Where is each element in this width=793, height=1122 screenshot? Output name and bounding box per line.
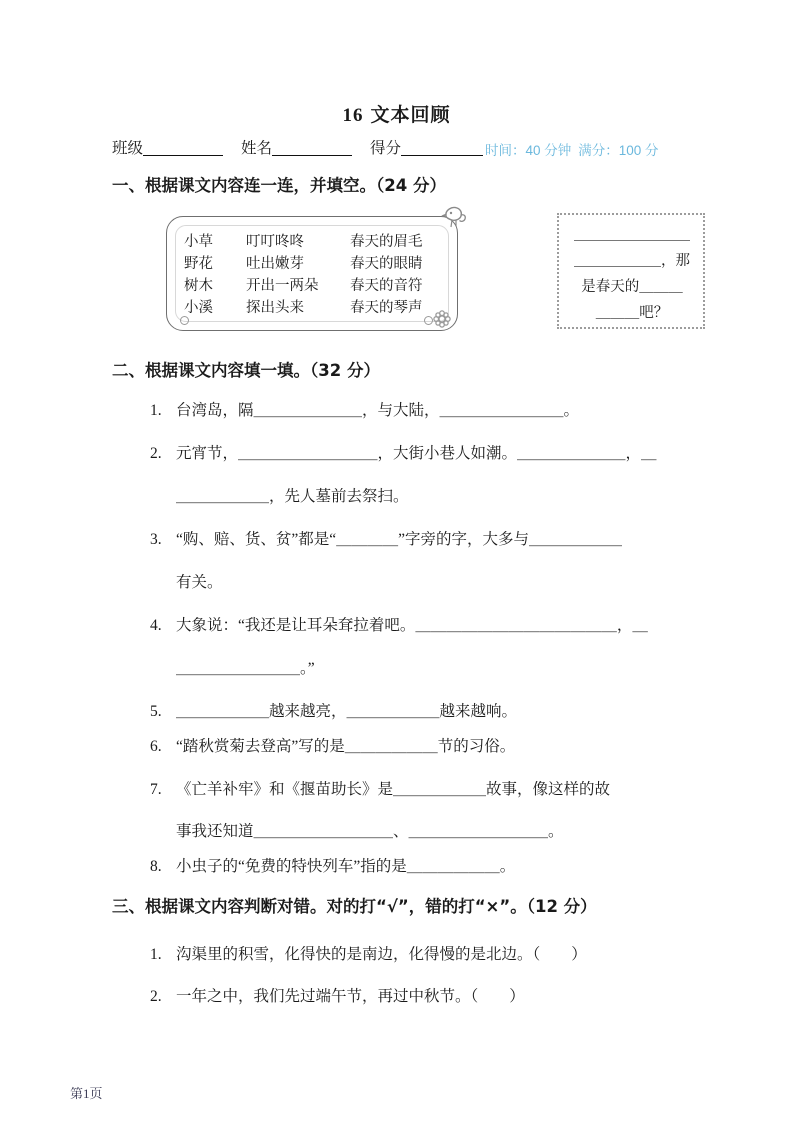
- match-col3[interactable]: 春天的眼睛: [350, 256, 423, 272]
- matching-row[interactable]: [184, 297, 452, 319]
- question-2-7-line2[interactable]: 事我还知道＿＿＿＿＿＿＿＿＿、＿＿＿＿＿＿＿＿＿。: [176, 823, 564, 840]
- question-text[interactable]: 元宵节，＿＿＿＿＿＿＿＿＿，大街小巷人如潮。＿＿＿＿＿＿＿，＿: [176, 445, 657, 462]
- question-text[interactable]: 大象说：“我还是让耳朵耷拉着吧。＿＿＿＿＿＿＿＿＿＿＿＿＿，＿: [176, 617, 648, 634]
- matching-columns: [184, 231, 452, 319]
- corner-dot-left-icon: [180, 316, 189, 325]
- match-col3[interactable]: 春天的眉毛: [350, 234, 423, 250]
- match-col1[interactable]: 树木: [184, 278, 213, 294]
- match-col2[interactable]: 探出头来: [246, 300, 304, 316]
- question-text[interactable]: 《亡羊补牢》和《揠苗助长》是＿＿＿＿＿＿故事，像这样的故: [176, 781, 611, 798]
- matching-row[interactable]: [184, 231, 452, 253]
- match-col2[interactable]: 开出一两朵: [246, 278, 319, 294]
- question-2-6[interactable]: [150, 734, 515, 756]
- total-label: 满分：: [578, 143, 619, 158]
- matching-row[interactable]: [184, 253, 452, 275]
- question-2-3-line2[interactable]: 有关。: [176, 574, 223, 591]
- question-index: 3.: [150, 531, 162, 548]
- note-line[interactable]: ＿＿＿吧？: [595, 305, 669, 321]
- question-index: 8.: [150, 858, 162, 875]
- match-col3[interactable]: 春天的音符: [350, 278, 423, 294]
- question-text[interactable]: 沟渠里的积雪，化得快的是南边，化得慢的是北边。（ ）: [176, 946, 587, 963]
- matching-row[interactable]: [184, 275, 452, 297]
- question-2-2[interactable]: [150, 441, 657, 463]
- question-2-5[interactable]: [150, 699, 517, 721]
- score-field[interactable]: [370, 136, 483, 158]
- question-text[interactable]: “踏秋赏菊去登高”写的是＿＿＿＿＿＿节的习俗。: [176, 738, 516, 755]
- question-2-4-line2[interactable]: ＿＿＿＿＿＿＿＿。”: [176, 660, 315, 677]
- question-text[interactable]: “购、赔、货、贫”都是“＿＿＿＿”字旁的字，大多与＿＿＿＿＿＿: [176, 531, 623, 548]
- match-col1[interactable]: 小溪: [184, 300, 213, 316]
- match-col1[interactable]: 野花: [184, 256, 213, 272]
- question-index: 5.: [150, 703, 162, 720]
- question-index: 6.: [150, 738, 162, 755]
- name-field[interactable]: [241, 136, 352, 158]
- question-index: 7.: [150, 781, 162, 798]
- section-3-heading: 三、根据课文内容判断对错。对的打“√”，错的打“×”。（12 分）: [112, 897, 597, 916]
- name-blank[interactable]: [272, 155, 352, 156]
- page-number: 第1页: [70, 1086, 103, 1101]
- note-line[interactable]: ＿＿＿＿＿＿，那: [574, 253, 690, 269]
- match-col1[interactable]: 小草: [184, 234, 213, 250]
- exam-meta: [485, 139, 659, 159]
- page-title: [0, 100, 793, 127]
- corner-dot-right-icon: [424, 316, 433, 325]
- question-text[interactable]: 台湾岛，隔＿＿＿＿＿＿＿，与大陆，＿＿＿＿＿＿＿＿。: [176, 402, 580, 419]
- time-value: 40 分钟: [525, 143, 572, 158]
- question-2-4[interactable]: [150, 613, 648, 635]
- page-title-text: 文本回顾: [370, 105, 451, 126]
- match-col3[interactable]: 春天的琴声: [350, 300, 423, 316]
- section-2-heading: 二、根据课文内容填一填。（32 分）: [112, 361, 380, 380]
- flower-icon: [432, 309, 452, 329]
- question-2-8[interactable]: [150, 854, 515, 876]
- question-index: 2.: [150, 445, 162, 462]
- match-col2[interactable]: 吐出嫩芽: [246, 256, 304, 272]
- question-index: 2.: [150, 988, 162, 1005]
- question-text[interactable]: ＿＿＿＿＿＿越来越亮，＿＿＿＿＿＿越来越响。: [176, 703, 518, 720]
- question-2-2-line2[interactable]: ＿＿＿＿＿＿，先人墓前去祭扫。: [176, 488, 409, 505]
- question-text[interactable]: 小虫子的“免费的特快列车”指的是＿＿＿＿＿＿。: [176, 858, 516, 875]
- note-line[interactable]: ＿＿＿＿＿＿＿＿: [574, 227, 690, 243]
- question-2-3[interactable]: [150, 527, 622, 549]
- section-1-heading: 一、根据课文内容连一连，并填空。（24 分）: [112, 176, 446, 195]
- class-blank[interactable]: [143, 155, 223, 156]
- class-label: 班级: [112, 140, 144, 157]
- match-col2[interactable]: 叮叮咚咚: [246, 234, 304, 250]
- bird-icon: [437, 202, 471, 236]
- time-label: 时间：: [485, 143, 526, 158]
- class-field[interactable]: [112, 136, 223, 158]
- question-index: 1.: [150, 946, 162, 963]
- question-index: 4.: [150, 617, 162, 634]
- page-title-number: 16: [342, 105, 364, 126]
- score-label: 得分: [370, 140, 402, 157]
- question-text[interactable]: 一年之中，我们先过端午节，再过中秋节。（ ）: [176, 988, 525, 1005]
- question-2-7[interactable]: [150, 777, 610, 799]
- question-3-1[interactable]: [150, 942, 587, 964]
- question-2-1[interactable]: [150, 398, 579, 420]
- question-3-2[interactable]: [150, 984, 525, 1006]
- question-index: 1.: [150, 402, 162, 419]
- fill-note-text[interactable]: [565, 222, 699, 326]
- name-label: 姓名: [241, 140, 273, 157]
- score-blank[interactable]: [401, 155, 483, 156]
- note-line[interactable]: 是春天的＿＿＿: [581, 279, 683, 295]
- total-value: 100 分: [618, 143, 659, 158]
